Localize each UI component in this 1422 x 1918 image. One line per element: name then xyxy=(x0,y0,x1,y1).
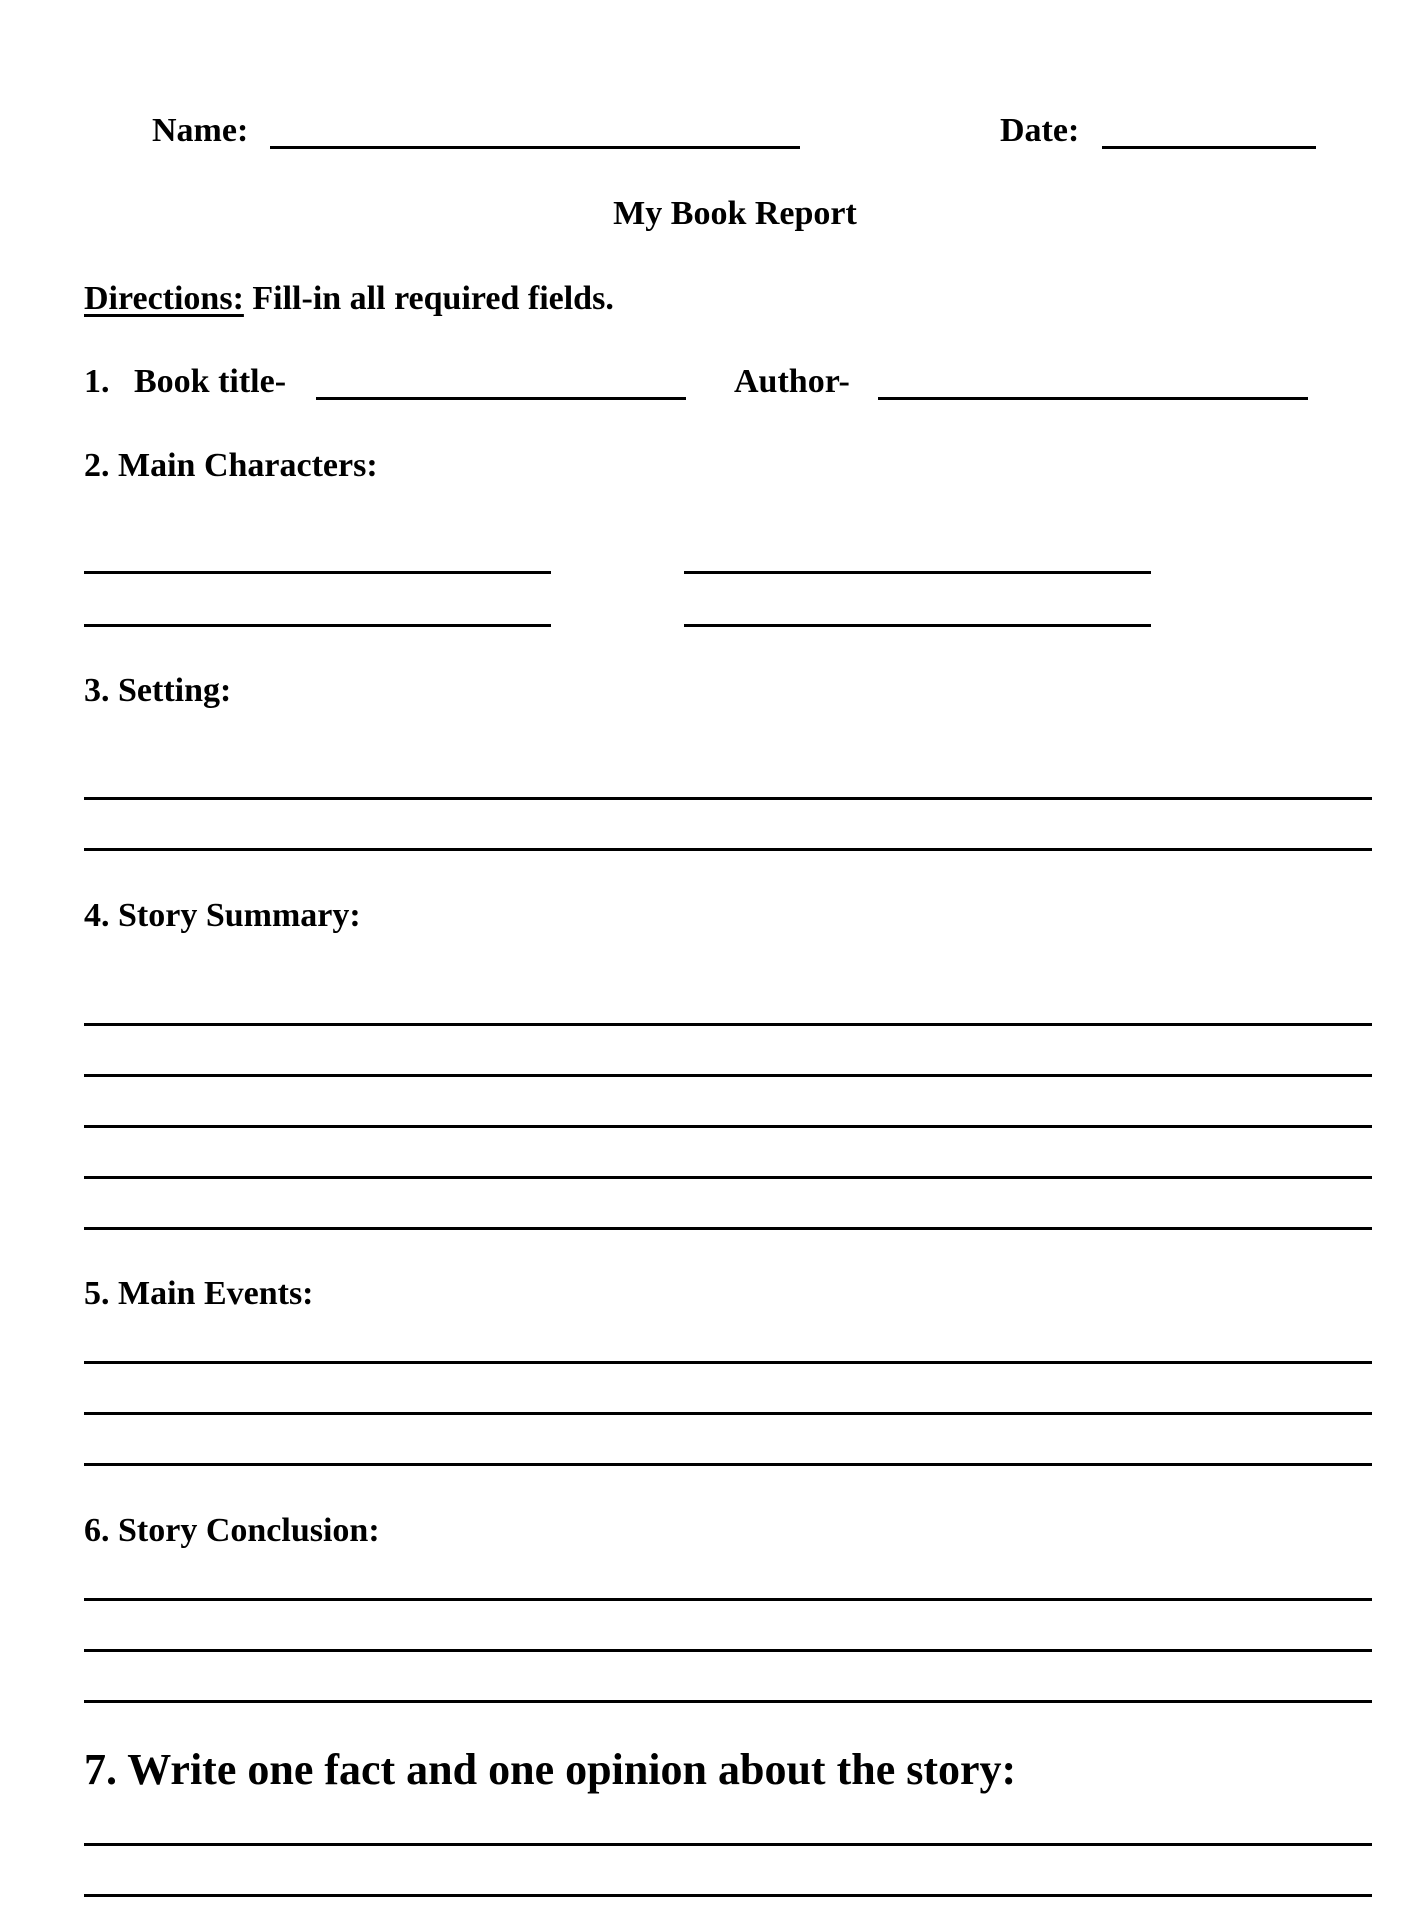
q7-heading: 7. Write one fact and one opinion about the story: xyxy=(84,1745,1017,1794)
fact-opinion-line-1[interactable] xyxy=(84,1843,1372,1846)
character-field-4[interactable] xyxy=(684,624,1151,627)
summary-line-2[interactable] xyxy=(84,1074,1372,1077)
character-field-1[interactable] xyxy=(84,571,551,574)
q4-heading: 4. Story Summary: xyxy=(84,897,361,934)
events-line-2[interactable] xyxy=(84,1412,1372,1415)
q1-number: 1. xyxy=(84,363,110,400)
character-field-3[interactable] xyxy=(84,624,551,627)
q2-heading: 2. Main Characters: xyxy=(84,447,378,484)
fact-opinion-line-2[interactable] xyxy=(84,1894,1372,1897)
setting-line-2[interactable] xyxy=(84,848,1372,851)
directions-label: Directions: xyxy=(84,280,244,317)
events-line-1[interactable] xyxy=(84,1361,1372,1364)
directions-text: Fill-in all required fields. xyxy=(243,280,614,317)
summary-line-5[interactable] xyxy=(84,1227,1372,1230)
setting-line-1[interactable] xyxy=(84,797,1372,800)
name-label: Name: xyxy=(152,112,249,149)
date-field[interactable] xyxy=(1102,146,1316,149)
author-field[interactable] xyxy=(878,397,1308,400)
character-field-2[interactable] xyxy=(684,571,1151,574)
q5-heading: 5. Main Events: xyxy=(84,1275,314,1312)
page-title: My Book Report xyxy=(613,195,857,232)
directions-line xyxy=(84,282,614,316)
conclusion-line-1[interactable] xyxy=(84,1598,1372,1601)
date-label: Date: xyxy=(1000,112,1080,149)
name-field[interactable] xyxy=(270,146,800,149)
book-title-label: Book title- xyxy=(134,363,287,400)
q3-heading: 3. Setting: xyxy=(84,672,232,709)
conclusion-line-2[interactable] xyxy=(84,1649,1372,1652)
summary-line-4[interactable] xyxy=(84,1176,1372,1179)
author-label: Author- xyxy=(734,363,850,400)
events-line-3[interactable] xyxy=(84,1463,1372,1466)
book-title-field[interactable] xyxy=(316,397,686,400)
summary-line-1[interactable] xyxy=(84,1023,1372,1026)
summary-line-3[interactable] xyxy=(84,1125,1372,1128)
q6-heading: 6. Story Conclusion: xyxy=(84,1512,380,1549)
conclusion-line-3[interactable] xyxy=(84,1700,1372,1703)
